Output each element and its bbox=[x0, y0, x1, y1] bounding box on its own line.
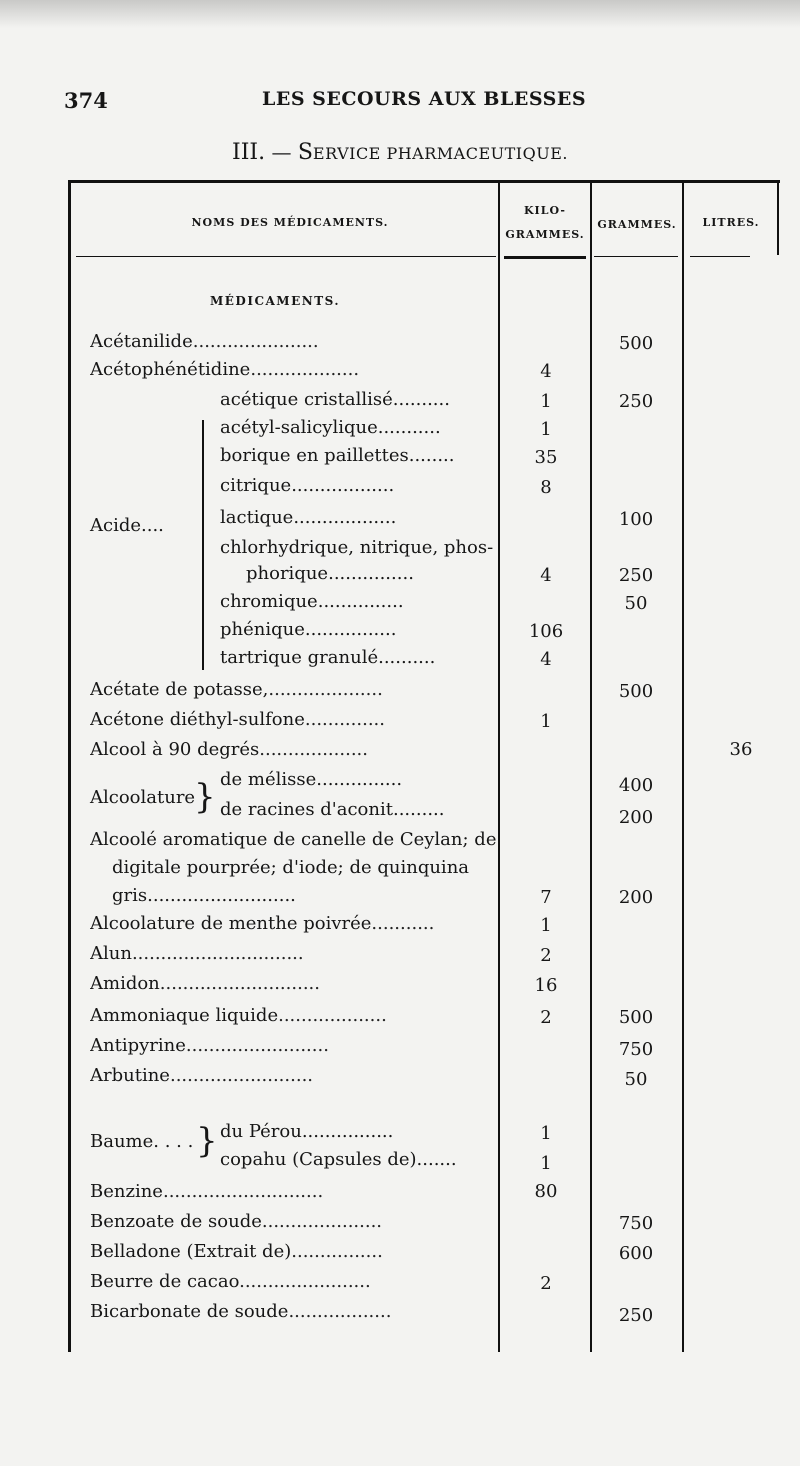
table-row: de mélisse............... bbox=[220, 769, 403, 790]
col-header-name: NOMS DES MÉDICAMENTS. bbox=[191, 216, 389, 229]
col-header-g: GRAMMES. bbox=[597, 218, 677, 231]
header-rule-l bbox=[690, 256, 750, 257]
kilogrammes-value: 1 bbox=[540, 1123, 552, 1144]
table-row: acétyl-salicylique........... bbox=[220, 417, 441, 438]
grammes-value: 250 bbox=[618, 1305, 654, 1326]
header-rule-g bbox=[594, 256, 678, 257]
kilogrammes-value: 16 bbox=[534, 975, 558, 996]
col-header-kg-2: GRAMMES. bbox=[505, 228, 585, 241]
grammes-value: 750 bbox=[618, 1039, 654, 1060]
running-title: LES SECOURS AUX BLESSES bbox=[262, 88, 587, 110]
table-row: phénique................ bbox=[220, 619, 397, 640]
table-row: copahu (Capsules de)....... bbox=[220, 1149, 457, 1170]
grammes-value: 500 bbox=[618, 681, 654, 702]
table-row: Bicarbonate de soude.................. bbox=[90, 1301, 392, 1322]
table-row: digitale pourprée; d'iode; de quinquina bbox=[112, 857, 470, 878]
table-row: Acétanilide...................... bbox=[90, 331, 319, 352]
table-row: Acétate de potasse,.................... bbox=[90, 679, 383, 700]
kilogrammes-value: 8 bbox=[540, 477, 552, 498]
table-row: Alcoolature de menthe poivrée........... bbox=[90, 913, 435, 934]
grammes-value: 250 bbox=[618, 565, 654, 586]
grammes-value: 750 bbox=[618, 1213, 654, 1234]
col-divider-kg bbox=[498, 180, 500, 1352]
grammes-value: 200 bbox=[618, 887, 654, 908]
table-row: Amidon............................ bbox=[90, 973, 320, 994]
table-row: phorique............... bbox=[246, 563, 414, 584]
litres-value: 36 bbox=[729, 739, 753, 760]
table-row: Benzine............................ bbox=[90, 1181, 324, 1202]
kilogrammes-value: 4 bbox=[540, 361, 552, 382]
header-rule-kg bbox=[504, 256, 586, 259]
grammes-value: 200 bbox=[618, 807, 654, 828]
kilogrammes-value: 7 bbox=[540, 887, 552, 908]
grammes-value: 500 bbox=[618, 333, 654, 354]
group-label-alcoolature: Alcoolature bbox=[90, 787, 196, 808]
table-row: Beurre de cacao....................... bbox=[90, 1271, 371, 1292]
acide-brace bbox=[202, 420, 204, 670]
table-row: gris.......................... bbox=[112, 885, 296, 906]
table-row: chromique............... bbox=[220, 591, 404, 612]
kilogrammes-value: 1 bbox=[540, 711, 552, 732]
table-row: Antipyrine......................... bbox=[90, 1035, 329, 1056]
baume-brace: } bbox=[196, 1121, 218, 1161]
section-title bbox=[0, 140, 800, 165]
table-row: lactique.................. bbox=[220, 507, 397, 528]
grammes-value: 400 bbox=[618, 775, 654, 796]
kilogrammes-value: 1 bbox=[540, 419, 552, 440]
page-edge-shadow bbox=[0, 0, 800, 28]
kilogrammes-value: 35 bbox=[534, 447, 558, 468]
kilogrammes-value: 2 bbox=[540, 945, 552, 966]
table-row: Benzoate de soude..................... bbox=[90, 1211, 383, 1232]
grammes-value: 250 bbox=[618, 391, 654, 412]
table-left-rule bbox=[68, 180, 71, 1352]
kilogrammes-value: 4 bbox=[540, 565, 552, 586]
table-row: Belladone (Extrait de)................ bbox=[90, 1241, 383, 1262]
col-header-l: LITRES. bbox=[702, 216, 760, 229]
page-number: 374 bbox=[64, 88, 108, 113]
table-top-rule bbox=[68, 180, 780, 183]
grammes-value: 500 bbox=[618, 1007, 654, 1028]
kilogrammes-value: 2 bbox=[540, 1007, 552, 1028]
table-row: Alcoolé aromatique de canelle de Ceylan; de bbox=[90, 829, 497, 850]
table-row: Arbutine......................... bbox=[90, 1065, 314, 1086]
grammes-value: 100 bbox=[618, 509, 654, 530]
table-row: Alcool à 90 degrés................... bbox=[90, 739, 368, 760]
group-label-acide: Acide.... bbox=[90, 515, 164, 536]
kilogrammes-value: 1 bbox=[540, 1153, 552, 1174]
table-row: de racines d'aconit......... bbox=[220, 799, 445, 820]
section-rest: ERVICE PHARMACEUTIQUE. bbox=[312, 144, 568, 163]
col-divider-l bbox=[682, 180, 684, 1352]
kilogrammes-value: 106 bbox=[528, 621, 564, 642]
section-dash: — bbox=[271, 140, 292, 164]
table-row: Ammoniaque liquide................... bbox=[90, 1005, 387, 1026]
table-row: Acétone diéthyl-sulfone.............. bbox=[90, 709, 385, 730]
col-header-kg-1: KILO- bbox=[524, 204, 566, 217]
kilogrammes-value: 2 bbox=[540, 1273, 552, 1294]
kilogrammes-value: 4 bbox=[540, 649, 552, 670]
table-row: du Pérou................ bbox=[220, 1121, 394, 1142]
table-row: borique en paillettes........ bbox=[220, 445, 455, 466]
table-row: Acétophénétidine................... bbox=[90, 359, 360, 380]
category-heading: MÉDICAMENTS. bbox=[210, 294, 341, 308]
kilogrammes-value: 1 bbox=[540, 915, 552, 936]
table-row: tartrique granulé.......... bbox=[220, 647, 436, 668]
kilogrammes-value: 80 bbox=[534, 1181, 558, 1202]
section-initial: S bbox=[297, 140, 313, 165]
table-row: chlorhydrique, nitrique, phos- bbox=[220, 537, 494, 558]
table-row: Alun.............................. bbox=[90, 943, 304, 964]
header-rule-name bbox=[76, 256, 496, 257]
section-roman: III. bbox=[232, 140, 266, 165]
alcoolature-brace: } bbox=[194, 777, 216, 817]
table-row: citrique.................. bbox=[220, 475, 395, 496]
group-label-baume: Baume. . . . bbox=[90, 1131, 194, 1152]
grammes-value: 50 bbox=[624, 1069, 648, 1090]
grammes-value: 600 bbox=[618, 1243, 654, 1264]
kilogrammes-value: 1 bbox=[540, 391, 552, 412]
table-row: acétique cristallisé.......... bbox=[220, 389, 450, 410]
grammes-value: 50 bbox=[624, 593, 648, 614]
